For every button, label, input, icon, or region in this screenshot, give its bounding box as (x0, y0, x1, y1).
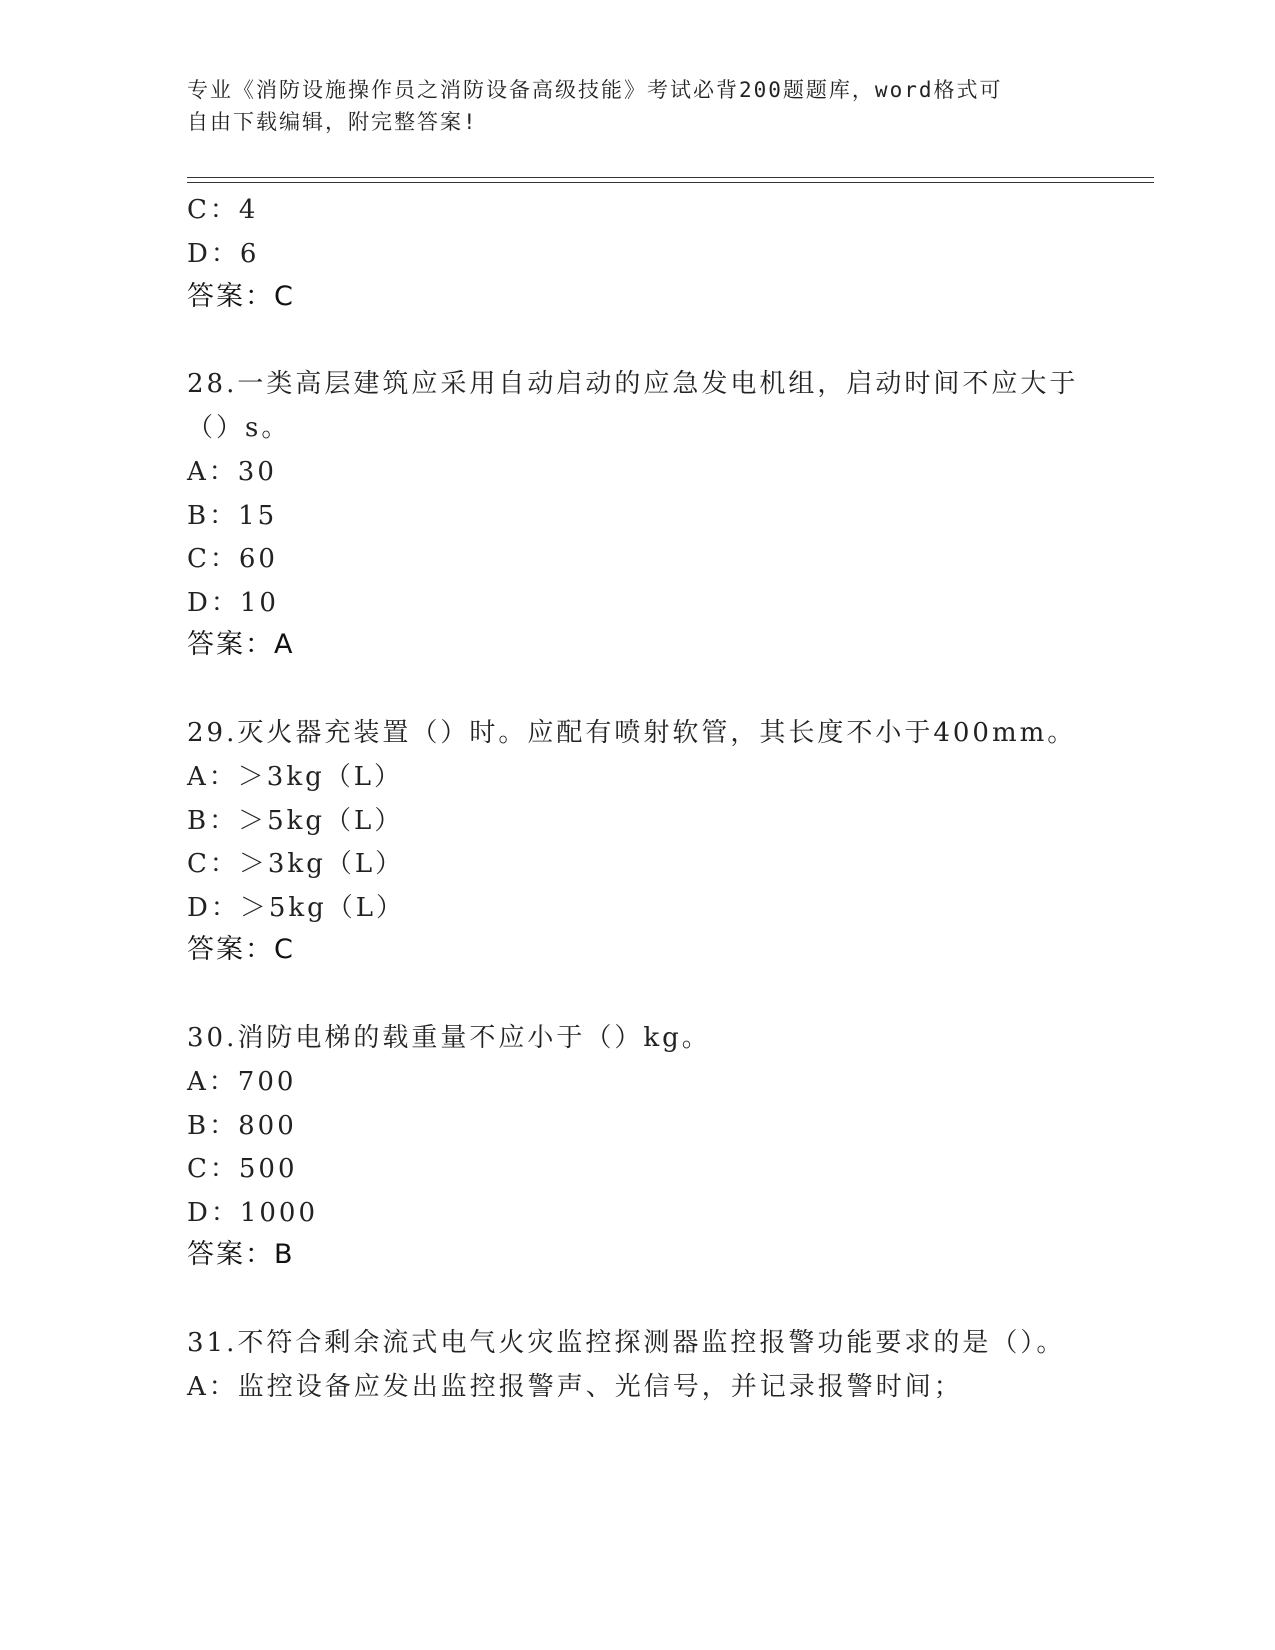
prev-option-c: C：4 (187, 195, 259, 225)
q28-option-b: B：15 (187, 501, 278, 531)
q30-option-a: A：700 (187, 1067, 297, 1097)
q30-stem: 30.消防电梯的载重量不应小于（）kg。 (187, 1023, 711, 1053)
q28-option-d: D：10 (187, 588, 279, 618)
q29-option-a: A：＞3kg（L） (187, 762, 403, 792)
q30-answer: 答案：B (187, 1239, 295, 1270)
q31-stem: 31.不符合剩余流式电气火灾监控探测器监控报警功能要求的是（）。 (187, 1328, 1066, 1358)
q29-answer: 答案：C (187, 934, 295, 965)
q30-option-d: D：1000 (187, 1198, 319, 1228)
q28-stem-line-1: 28.一类高层建筑应采用自动启动的应急发电机组，启动时间不应大于 (187, 369, 1079, 399)
q30-option-b: B：800 (187, 1111, 297, 1141)
q28-stem-line-2: （）s。 (187, 413, 291, 443)
document-header (187, 74, 1087, 138)
q28-option-a: A：30 (187, 457, 277, 487)
q28-option-c: C：60 (187, 544, 278, 574)
q29-option-d: D：＞5kg（L） (187, 893, 406, 923)
q28-answer: 答案：A (187, 629, 295, 660)
header-divider-bottom (187, 182, 1154, 183)
header-divider-top (187, 177, 1154, 178)
prev-option-d: D：6 (187, 239, 260, 269)
q29-option-c: C：＞3kg（L） (187, 849, 405, 879)
q30-option-c: C：500 (187, 1154, 298, 1184)
prev-answer: 答案：C (187, 281, 295, 312)
q29-stem: 29.灭火器充装置（）时。应配有喷射软管，其长度不小于400mm。 (187, 718, 1077, 748)
header-line-1: 专业《消防设施操作员之消防设备高级技能》考试必背200题题库，word格式可 (187, 78, 1003, 102)
header-line-2: 自由下载编辑，附完整答案! (187, 110, 478, 134)
q29-option-b: B：＞5kg（L） (187, 806, 404, 836)
q31-option-a: A：监控设备应发出监控报警声、光信号，并记录报警时间； (187, 1372, 963, 1402)
